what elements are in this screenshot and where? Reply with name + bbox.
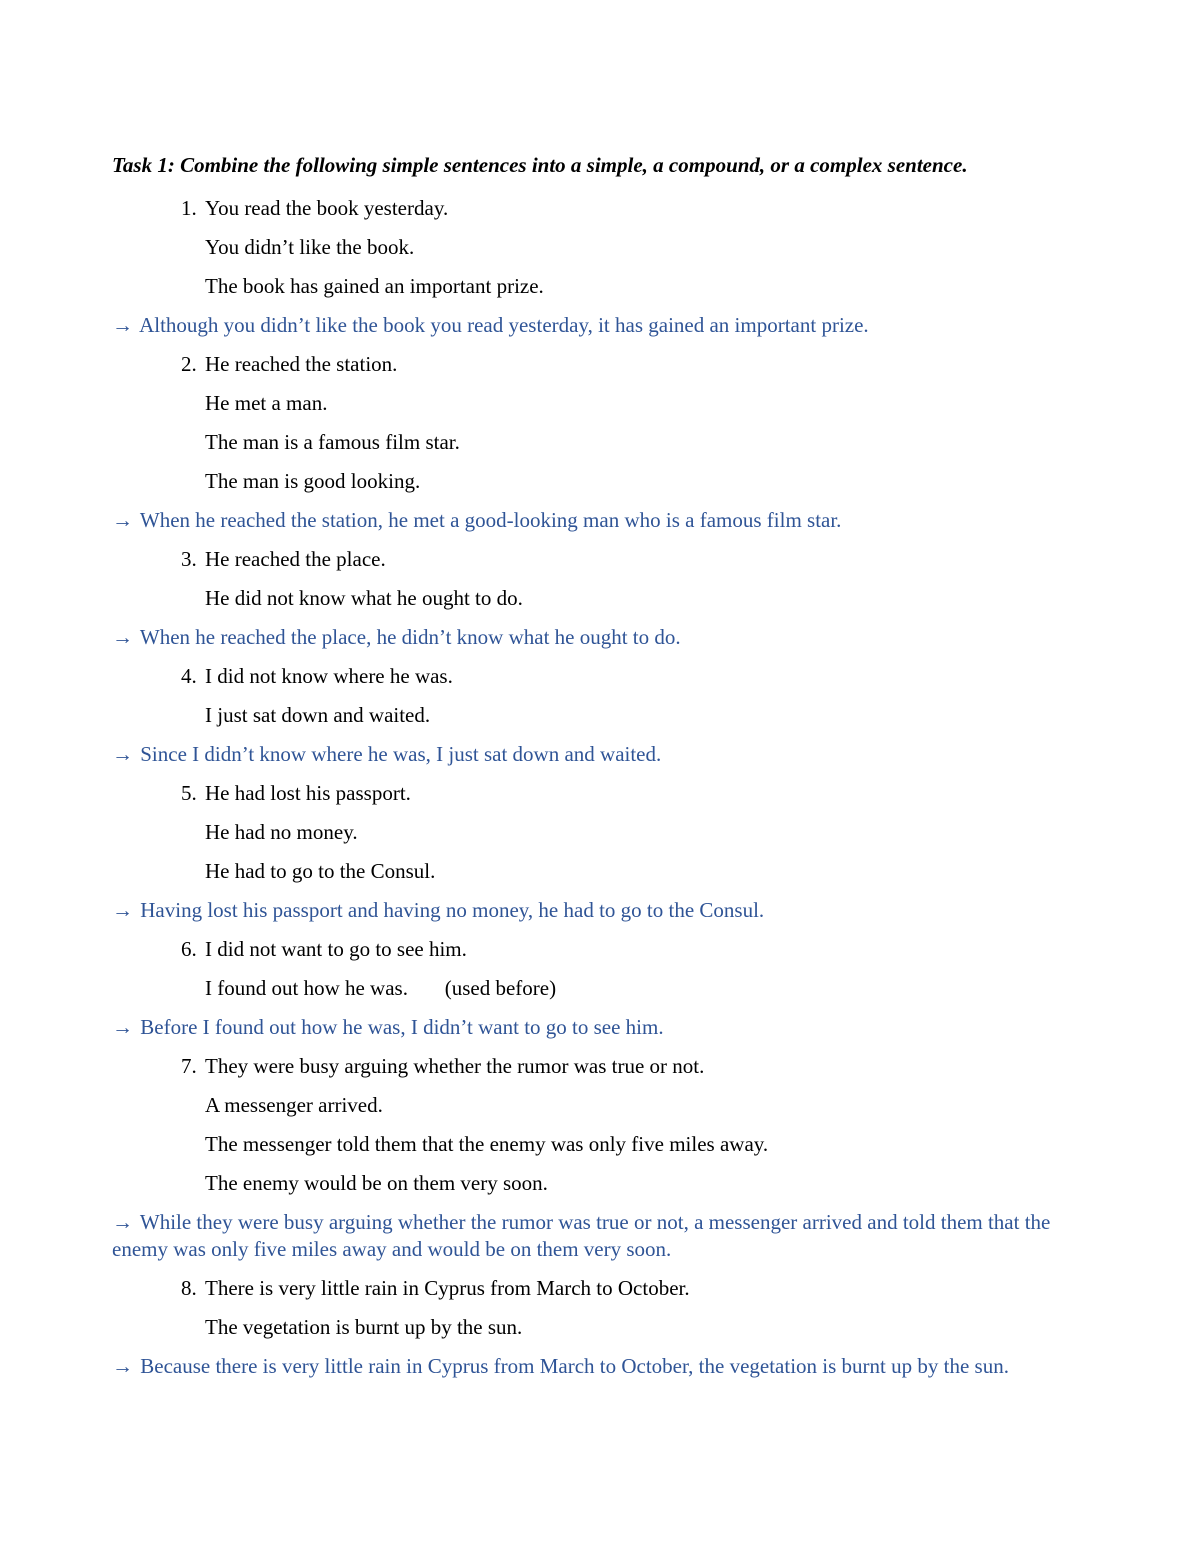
simple-sentence: He had to go to the Consul. — [205, 859, 436, 883]
sentence-line — [0, 852, 1200, 891]
simple-sentence: He reached the place. — [205, 547, 386, 571]
exercise-item — [0, 1047, 1200, 1269]
sentence-line — [0, 696, 1200, 735]
sentence-line — [0, 384, 1200, 423]
simple-sentence: I did not want to go to see him. — [205, 937, 467, 961]
sentence-line — [0, 774, 1200, 813]
simple-sentence: You read the book yesterday. — [205, 196, 449, 220]
simple-sentence: The man is good looking. — [205, 469, 421, 493]
sentence-line — [0, 579, 1200, 618]
sentence-line — [0, 969, 1200, 1008]
item-number: 5. — [181, 781, 197, 805]
exercise-item — [0, 540, 1200, 657]
simple-sentence: You didn’t like the book. — [205, 235, 415, 259]
combined-answer — [0, 501, 1090, 540]
combined-answer — [0, 618, 1090, 657]
combined-answer — [0, 1008, 1090, 1047]
right-arrow-icon: → — [112, 1210, 133, 1234]
right-arrow-icon: → — [112, 625, 133, 649]
answer-text: Before I found out how he was, I didn’t want to go to see him. — [140, 1015, 664, 1039]
simple-sentence: A messenger arrived. — [205, 1093, 383, 1117]
simple-sentence: He met a man. — [205, 391, 328, 415]
simple-sentence: The vegetation is burnt up by the sun. — [205, 1315, 523, 1339]
exercise-list — [0, 189, 1200, 1386]
simple-sentence: The man is a famous film star. — [205, 430, 460, 454]
sentence-line — [0, 657, 1200, 696]
exercise-item — [0, 1269, 1200, 1386]
sentence-line — [0, 1125, 1200, 1164]
sentence-line — [0, 267, 1200, 306]
sentence-line — [0, 228, 1200, 267]
simple-sentence: The messenger told them that the enemy was only five miles away. — [205, 1132, 769, 1156]
sentence-line — [0, 1308, 1200, 1347]
sentence-line — [0, 1047, 1200, 1086]
simple-sentence: They were busy arguing whether the rumor was true or not. — [205, 1054, 705, 1078]
right-arrow-icon: → — [112, 1015, 133, 1039]
answer-text: Although you didn’t like the book you read yesterday, it has gained an important prize. — [139, 313, 869, 337]
answer-text: Since I didn’t know where he was, I just sat down and waited. — [140, 742, 662, 766]
exercise-item — [0, 189, 1200, 345]
item-number: 4. — [181, 664, 197, 688]
simple-sentence: The enemy would be on them very soon. — [205, 1171, 548, 1195]
sentence-line — [0, 345, 1200, 384]
item-number: 6. — [181, 937, 197, 961]
combined-answer — [0, 1203, 1090, 1269]
exercise-item — [0, 930, 1200, 1047]
right-arrow-icon: → — [112, 898, 133, 922]
right-arrow-icon: → — [112, 508, 133, 532]
exercise-item — [0, 657, 1200, 774]
simple-sentence: He did not know what he ought to do. — [205, 586, 523, 610]
item-number: 3. — [181, 547, 197, 571]
sentence-line — [0, 813, 1200, 852]
task-title: Task 1: Combine the following simple sentences into a simple, a compound, or a complex sentence. — [112, 153, 968, 177]
simple-sentence: He reached the station. — [205, 352, 398, 376]
answer-text: Because there is very little rain in Cyprus from March to October, the vegetation is burnt up by the sun. — [140, 1354, 1009, 1378]
simple-sentence: I just sat down and waited. — [205, 703, 431, 727]
item-number: 1. — [181, 196, 197, 220]
combined-answer — [0, 891, 1090, 930]
sentence-line — [0, 462, 1200, 501]
sentence-line — [0, 423, 1200, 462]
exercise-item — [0, 774, 1200, 930]
combined-answer — [0, 735, 1090, 774]
item-number: 8. — [181, 1276, 197, 1300]
simple-sentence: I found out how he was. (used before) — [205, 976, 557, 1000]
sentence-line — [0, 189, 1200, 228]
simple-sentence: He had no money. — [205, 820, 358, 844]
sentence-line — [0, 540, 1200, 579]
answer-text: When he reached the place, he didn’t know what he ought to do. — [139, 625, 681, 649]
sentence-line — [0, 1086, 1200, 1125]
simple-sentence: I did not know where he was. — [205, 664, 453, 688]
combined-answer — [0, 306, 1090, 345]
item-number: 2. — [181, 352, 197, 376]
right-arrow-icon: → — [112, 1354, 133, 1378]
answer-text: Having lost his passport and having no money, he had to go to the Consul. — [140, 898, 765, 922]
answer-text: When he reached the station, he met a good-looking man who is a famous film star. — [139, 508, 842, 532]
answer-text: While they were busy arguing whether the rumor was true or not, a messenger arrived and told them that the enemy was only five miles away and would be on them very soon. — [112, 1210, 1051, 1261]
sentence-line — [0, 1164, 1200, 1203]
right-arrow-icon: → — [112, 313, 133, 337]
item-number: 7. — [181, 1054, 197, 1078]
simple-sentence: The book has gained an important prize. — [205, 274, 544, 298]
simple-sentence: There is very little rain in Cyprus from March to October. — [205, 1276, 690, 1300]
right-arrow-icon: → — [112, 742, 133, 766]
sentence-line — [0, 1269, 1200, 1308]
simple-sentence: He had lost his passport. — [205, 781, 411, 805]
exercise-item — [0, 345, 1200, 540]
sentence-line — [0, 930, 1200, 969]
combined-answer — [0, 1347, 1090, 1386]
